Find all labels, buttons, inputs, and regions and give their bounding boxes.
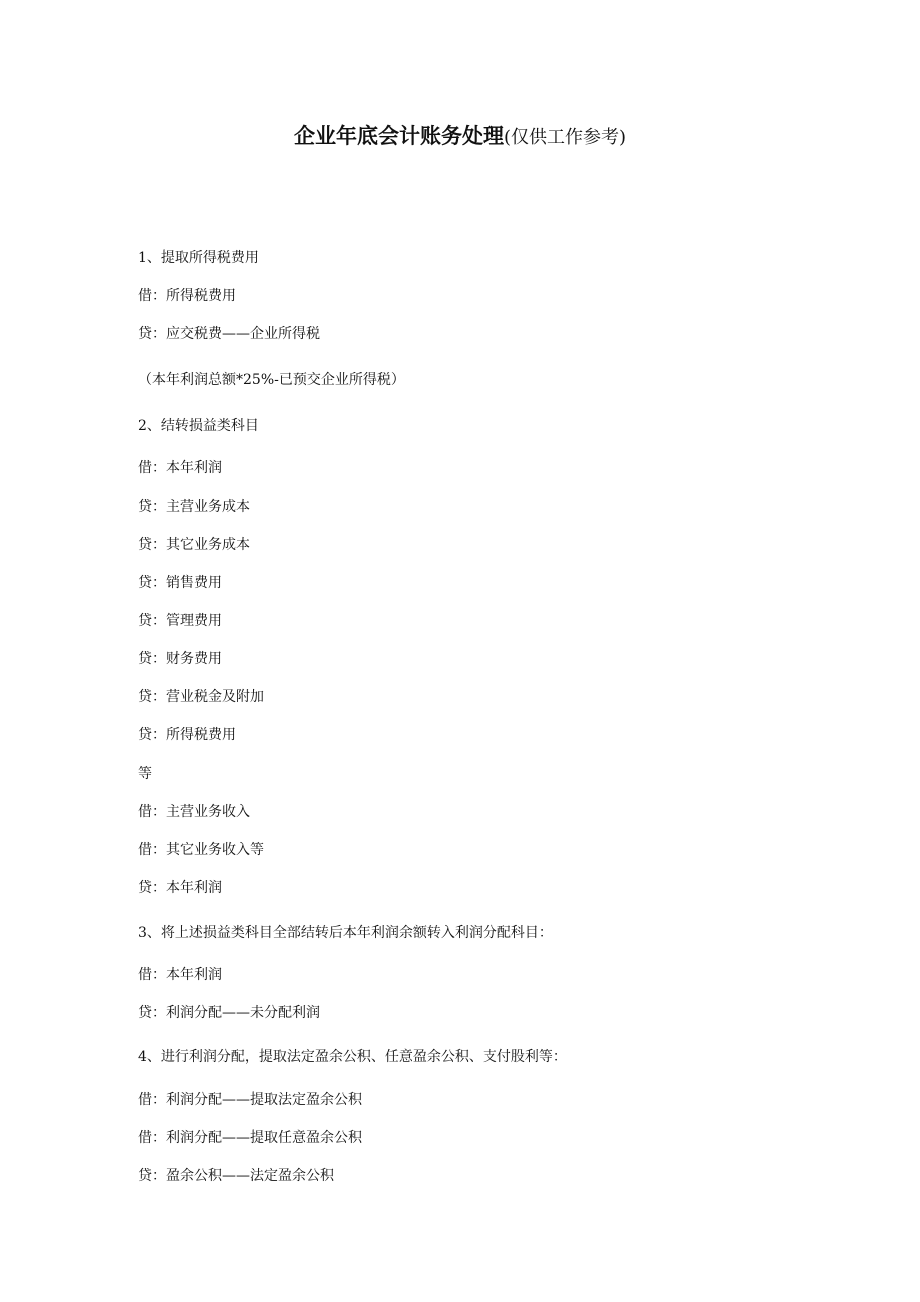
document-title bbox=[0, 120, 920, 150]
journal-entry-line: 借：本年利润 bbox=[138, 967, 222, 983]
journal-entry-line: 贷：销售费用 bbox=[138, 575, 222, 591]
section-heading-3: 3、将上述损益类科目全部结转后本年利润余额转入利润分配科目： bbox=[138, 925, 553, 941]
journal-entry-line: 借：本年利润 bbox=[138, 460, 222, 476]
title-main: 企业年底会计账务处理 bbox=[293, 123, 504, 148]
journal-entry-line: 贷：应交税费——企业所得税 bbox=[138, 326, 320, 342]
journal-entry-line: 贷：主营业务成本 bbox=[138, 499, 250, 515]
journal-entry-line: 借：所得税费用 bbox=[138, 288, 236, 304]
journal-entry-line: 借：主营业务收入 bbox=[138, 804, 250, 820]
journal-entry-line: 借：利润分配——提取法定盈余公积 bbox=[138, 1092, 362, 1108]
journal-entry-line: 贷：本年利润 bbox=[138, 880, 222, 896]
section-heading-4: 4、进行利润分配，提取法定盈余公积、任意盈余公积、支付股利等： bbox=[138, 1049, 567, 1065]
journal-entry-line: 借：利润分配——提取任意盈余公积 bbox=[138, 1130, 362, 1146]
journal-entry-line: 贷：利润分配——未分配利润 bbox=[138, 1005, 320, 1021]
journal-entry-line: 贷：所得税费用 bbox=[138, 727, 236, 743]
journal-entry-line: 贷：营业税金及附加 bbox=[138, 689, 264, 705]
section-heading-2: 2、结转损益类科目 bbox=[138, 418, 259, 434]
section-heading-1: 1、提取所得税费用 bbox=[138, 250, 259, 266]
journal-entry-line: 贷：盈余公积——法定盈余公积 bbox=[138, 1168, 334, 1184]
formula-note: （本年利润总额*25%-已预交企业所得税） bbox=[138, 372, 405, 388]
journal-entry-line: 贷：管理费用 bbox=[138, 613, 222, 629]
title-note: (仅供工作参考) bbox=[503, 127, 627, 148]
journal-entry-line: 贷：财务费用 bbox=[138, 651, 222, 667]
text-line: 等 bbox=[138, 766, 152, 782]
journal-entry-line: 借：其它业务收入等 bbox=[138, 842, 264, 858]
journal-entry-line: 贷：其它业务成本 bbox=[138, 537, 250, 553]
